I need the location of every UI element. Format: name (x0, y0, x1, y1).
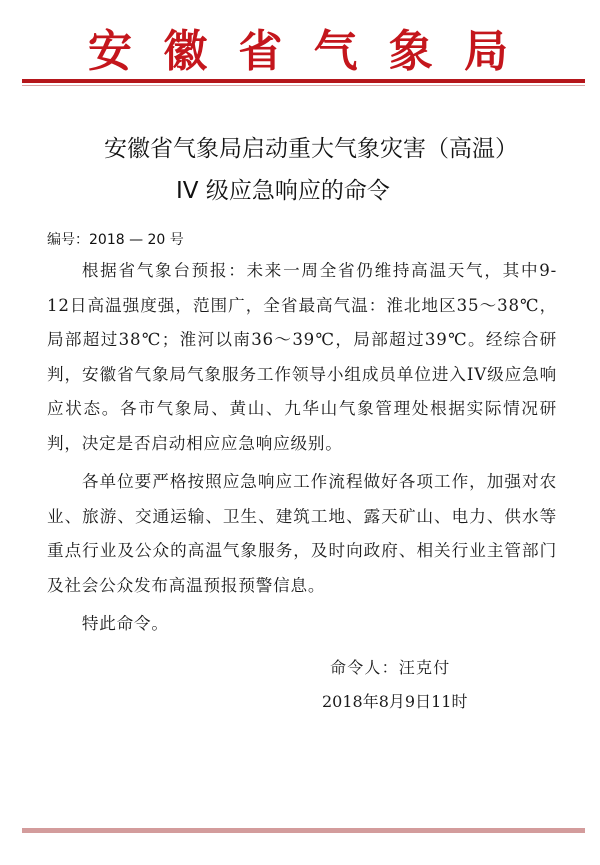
document-title-line1: 安徽省气象局启动重大气象灾害（高温） (104, 136, 518, 162)
letterhead-char: 气 (313, 26, 358, 77)
signature-issuer: 命令人：汪克付 (330, 658, 451, 677)
body-paragraph: 各单位要严格按照应急响应工作流程做好各项工作，加强对农业、旅游、交通运输、卫生、建筑工地、露天矿山、电力、供水等重点行业及公众的高温气象服务，及时向政府、相关行业主管部门及社会公众发布高温预报预警信息。 (47, 472, 557, 595)
document-title-line2: IV 级应急响应的命令 (176, 178, 390, 204)
document-number: 编号：2018 — 20 号 (47, 232, 184, 248)
signature-block (322, 651, 468, 719)
letterhead (0, 22, 600, 82)
letterhead-org-name (88, 26, 508, 78)
body-paragraph-closing: 特此命令。 (81, 614, 169, 633)
footer-divider (22, 828, 585, 833)
letterhead-char: 安 (88, 26, 132, 77)
letterhead-char: 徽 (163, 26, 208, 77)
body-paragraph: 根据省气象台预报：未来一周全省仍维持高温天气，其中9-12日高温强度强，范围广，全省最高气温：淮北地区35～38℃，局部超过38℃；淮河以南36～39℃，局部超过39℃。经综合研判，安徽省气象局气象服务工作领导小组成员单位进入IV级应急响应状态。各市气象局、黄山、九华山气象管理处根据实际情况研判，决定是否启动相应应急响应级别。 (47, 261, 557, 453)
signature-date: 2018年8月9日11时 (322, 692, 468, 711)
letterhead-char: 局 (463, 26, 508, 77)
letterhead-divider (22, 79, 585, 83)
letterhead-char: 省 (238, 26, 283, 77)
letterhead-divider-thin (22, 85, 585, 86)
document-title (104, 128, 574, 212)
letterhead-char: 象 (388, 26, 433, 77)
document-body (47, 254, 557, 642)
